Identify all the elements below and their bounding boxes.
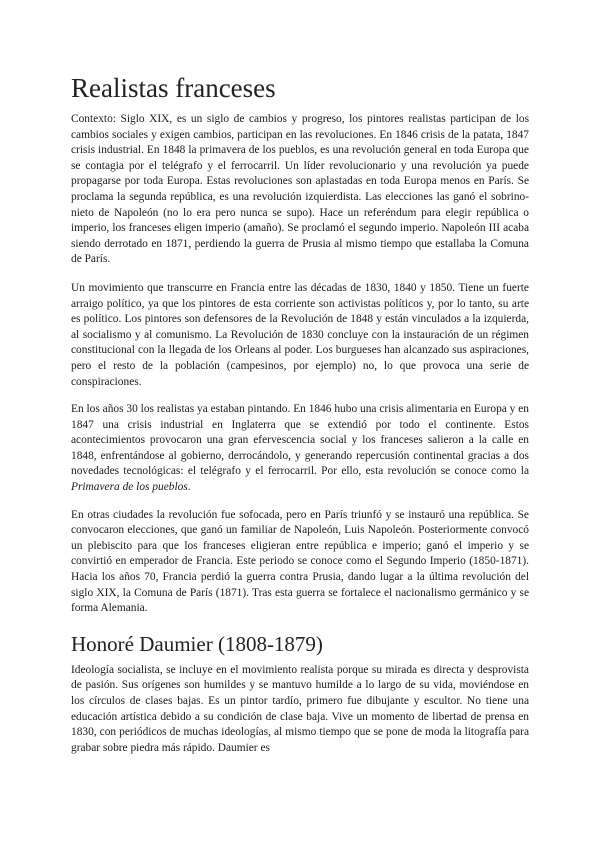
revolution-paragraph-text: En los años 30 los realistas ya estaban pintando. En 1846 hubo una crisis alimentaria en Europa y en 1847 una crisis industrial en Inglaterra que se extendió por todo el continente. Estos acontecimientos provocaron una gran efervescencia social y los franceses salieron a la calle en 1848, enfrentándose al gobierno, derrocándolo, y generando repercusión continental gracias a dos novedades tecnológicas: el telégrafo y el ferrocarril. Por ello, esta revolución se conoce como la <box>71 403 529 478</box>
movement-paragraph: Un movimiento que transcurre en Francia entre las décadas de 1830, 1840 y 1850. Tiene un fuerte arraigo político, ya que los pintores de esta corriente son activistas políticos y, por lo tanto, su arte es político. Los pintores son defensores de la Revolución de 1848 y están vinculados a la izquierda, al socialismo y al comunismo. La Revolución de 1830 concluye con la instauración de un régimen constitucional con la llegada de los Orleans al poder. Los burgueses han alcanzado sus aspiraciones, pero el resto de la población (campesinos, por ejemplo) no, lo que provoca una serie de conspiraciones. <box>71 281 529 388</box>
empire-paragraph: En otras ciudades la revolución fue sofocada, pero en París triunfó y se instauró una república. Se convocaron elecciones, que ganó un familiar de Napoleón, Luis Napoleón. Posteriormente convocó un plebiscito para que los franceses eligieran entre república e imperio; ganó el imperio y se convirtió en emperador de Francia. Este periodo se conoce como el Segundo Imperio (1850-1871). Hacia los años 70, Francia perdió la guerra contra Prusia, dando lugar a la última revolución del siglo XIX, la Comuna de París (1871). Tras esta guerra se fortalece el nacionalismo germánico y se forma Alemania. <box>71 508 529 615</box>
context-paragraph: Contexto: Siglo XIX, es un siglo de cambios y progreso, los pintores realistas participan de los cambios sociales y exigen cambios, participan en las revoluciones. En 1846 crisis de la patata, 1847 crisis industrial. En 1848 la primavera de los pueblos, es una revolución general en toda Europa que se contagia por el telégrafo y el ferrocarril. Un líder revolucionario y una revolución ya puede propagarse por toda Europa. Estas revoluciones son aplastadas en toda Europa menos en París. Se proclama la segunda república, es una revolución izquierdista. Las elecciones las ganó el sobrino-nieto de Napoleón (no lo era pero nunca se supo). Hace un referéndum para elegir república o imperio, los franceses eligen imperio (amaño). Se proclamó el segundo imperio. Napoleón III acaba siendo derrotado en 1871, perdiendo la guerra de Prusia al mismo tiempo que estallaba la Comuna de París. <box>71 113 529 266</box>
revolution-paragraph-end: . <box>187 481 191 494</box>
revolution-paragraph <box>71 402 529 496</box>
primavera-emphasis: Primavera de los pueblos <box>71 481 188 494</box>
daumier-paragraph: Ideología socialista, se incluye en el movimiento realista porque su mirada es directa y desprovista de pasión. Sus orígenes son humildes y se mantuvo humilde a lo largo de su vida, moviéndose en los círculos de clases bajas. Es un pintor tardío, primero fue dibujante y escultor. No tiene una educación artística debido a su condición de clase baja. Vive un momento de libertad de prensa en 1830, con periódicos de muchas ideologías, al mismo tiempo que se pone de moda la litografía para grabar sobre piedra más rápido. Daumier es <box>71 663 529 754</box>
page-title: Realistas franceses <box>71 73 276 103</box>
section-heading-daumier: Honoré Daumier (1808-1879) <box>71 631 323 656</box>
